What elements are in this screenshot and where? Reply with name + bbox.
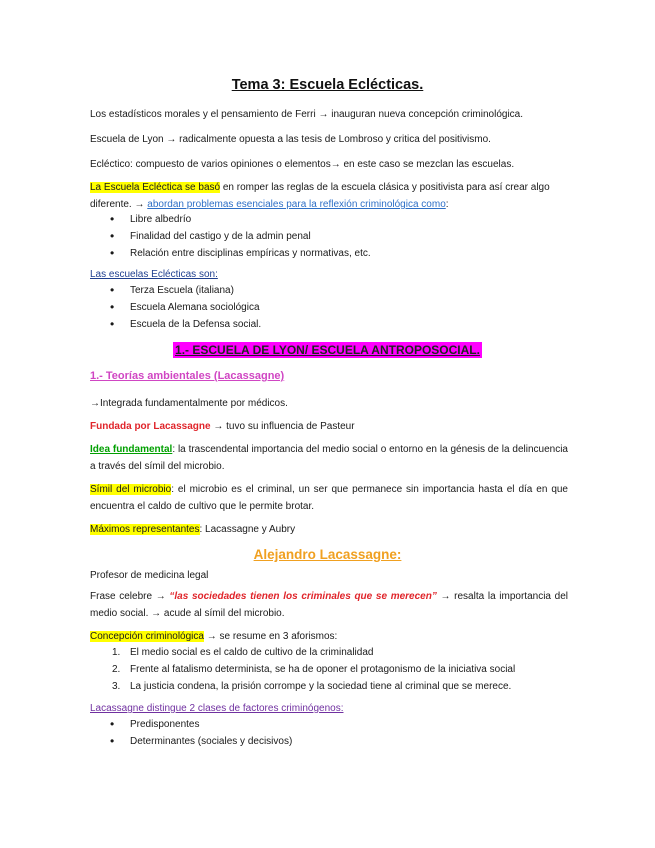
person-heading: Alejandro Lacassagne: [253, 547, 402, 562]
eclectic-text: en romper las reglas de la escuela clásica y positivista para así crear algo diferente. → [90, 182, 550, 210]
list-item: • Terza Escuela (italiana) [90, 282, 568, 299]
concept-line: Concepción criminológica → se resume en 3 aforismos: [90, 631, 338, 642]
intro-paragraph-3: Ecléctico: compuesto de varios opiniones o elementos→ en este caso se mezclan las escuelas. [90, 159, 515, 170]
schools-heading: Las escuelas Eclécticas son: [90, 269, 218, 280]
intro-paragraph-1: Los estadísticos morales y el pensamiento de Ferri → inauguran nueva concepción criminológica. [90, 109, 524, 120]
professor-line: Profesor de medicina legal [90, 570, 209, 581]
simil-label: Símil del microbio [90, 484, 172, 495]
eclectic-paragraph [90, 179, 568, 213]
list-item: • Predisponentes [90, 716, 568, 733]
list-item: 2. Frente al fatalismo determinista, se ha de oponer el protagonismo de la iniciativa social [112, 664, 516, 675]
reps-label: Máximos representantes [90, 524, 200, 535]
eclectic-bullet-list [90, 211, 568, 262]
list-item: • Escuela de la Defensa social. [90, 316, 568, 333]
subheading-ambient-theories: 1.- Teorías ambientales (Lacassagne) [90, 370, 285, 382]
founded-line: Fundada por Lacassagne → tuvo su influencia de Pasteur [90, 421, 355, 432]
integrated-line: →Integrada fundamentalmente por médicos. [90, 398, 288, 409]
list-item: • Escuela Alemana sociológica [90, 299, 568, 316]
famous-quote: “las sociedades tienen los criminales que se merecen” [169, 591, 437, 602]
quote-paragraph: Frase celebre → “las sociedades tienen los criminales que se merecen” → resalta la importancia del medio social. → acude al símil del microbio. [90, 591, 568, 619]
page-title: Tema 3: Escuela Eclécticas. [231, 77, 424, 93]
schools-bullet-list [90, 282, 568, 333]
list-item: • Relación entre disciplinas empíricas y normativas, etc. [90, 245, 568, 262]
list-item: 3. La justicia condena, la prisión corrompe y la sociedad tiene al criminal que se merece. [112, 681, 512, 692]
list-item: • Determinantes (sociales y decisivos) [90, 733, 568, 750]
intro-paragraph-2: Escuela de Lyon → radicalmente opuesta a las tesis de Lombroso y critica del positivismo. [90, 134, 491, 145]
aphorism-list [90, 644, 568, 695]
eclectic-highlight: La Escuela Ecléctica se basó [90, 182, 221, 193]
factors-bullet-list [90, 716, 568, 750]
eclectic-colon: : [445, 199, 449, 210]
list-item: • Libre albedrío [90, 211, 568, 228]
founded-label: Fundada por Lacassagne [90, 421, 211, 432]
simil-paragraph: Símil del microbio: el microbio es el criminal, un ser que permanece sin importancia hasta el día en que encuentra el caldo de cultivo que le permite brotar. [90, 484, 568, 512]
idea-label: Idea fundamental [90, 444, 173, 455]
idea-paragraph: Idea fundamental: la trascendental importancia del medio social o entorno en la génesis de la delincuencia a través del símil del microbio. [90, 444, 568, 472]
factors-heading: Lacassagne distingue 2 clases de factores criminógenos: [90, 703, 344, 714]
list-item: • Finalidad del castigo y de la admin penal [90, 228, 568, 245]
eclectic-link[interactable]: abordan problemas esenciales para la reflexión criminológica como [147, 199, 446, 210]
list-item: 1. El medio social es el caldo de cultivo de la criminalidad [112, 647, 374, 658]
concept-label: Concepción criminológica [90, 631, 204, 642]
section-heading-lyon: 1.- ESCUELA DE LYON/ ESCUELA ANTROPOSOCIAL. [175, 343, 480, 357]
representatives-line: Máximos representantes: Lacassagne y Aubry [90, 524, 296, 535]
